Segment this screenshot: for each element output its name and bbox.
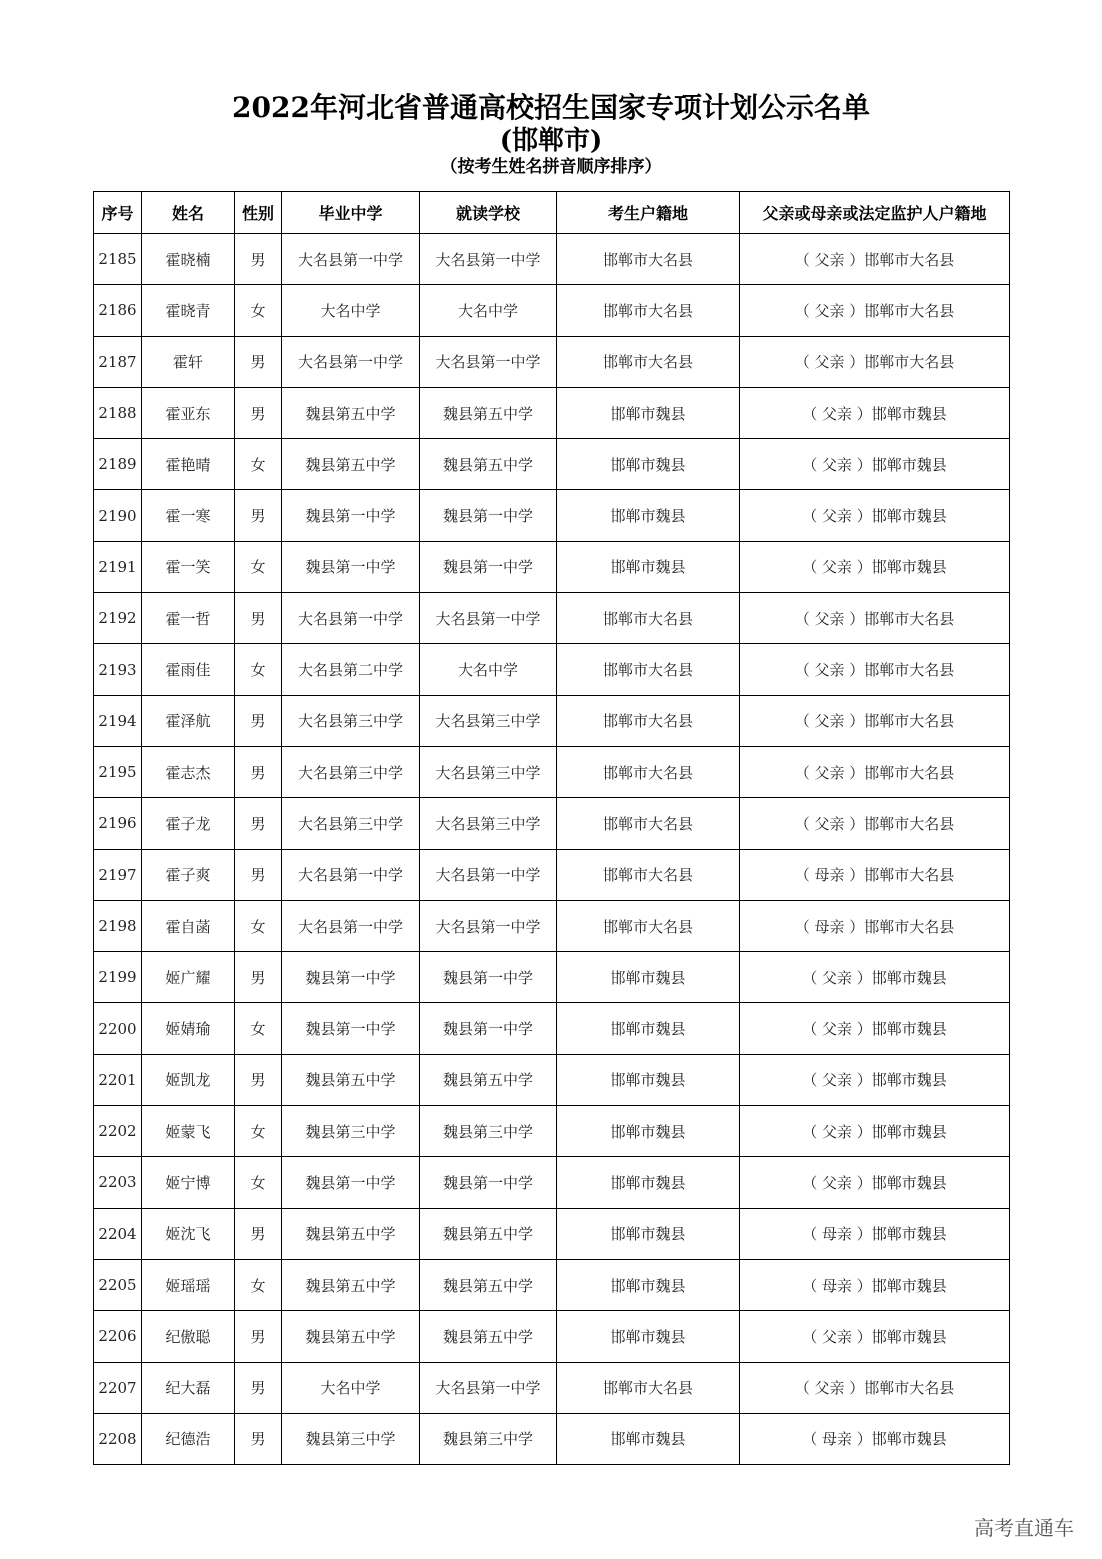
cell-current-school: 魏县第五中学	[420, 1054, 557, 1105]
cell-guardian-registration: （ 父亲 ）邯郸市大名县	[740, 798, 1010, 849]
col-header-index: 序号	[94, 192, 142, 234]
cell-graduated-school: 魏县第一中学	[282, 952, 420, 1003]
cell-current-school: 魏县第五中学	[420, 1208, 557, 1259]
cell-graduated-school: 魏县第五中学	[282, 1259, 420, 1310]
cell-current-school: 魏县第五中学	[420, 1311, 557, 1362]
cell-name: 姬婧瑜	[142, 1003, 235, 1054]
table-row	[94, 490, 1010, 541]
cell-guardian-registration: （ 母亲 ）邯郸市大名县	[740, 849, 1010, 900]
cell-graduated-school: 大名县第三中学	[282, 798, 420, 849]
cell-graduated-school: 魏县第五中学	[282, 387, 420, 438]
cell-household-registration: 邯郸市大名县	[557, 234, 740, 285]
cell-name: 霍一笑	[142, 541, 235, 592]
cell-name: 霍艳晴	[142, 439, 235, 490]
col-header-current-school: 就读学校	[420, 192, 557, 234]
cell-name: 霍轩	[142, 336, 235, 387]
cell-household-registration: 邯郸市魏县	[557, 1157, 740, 1208]
cell-graduated-school: 大名县第一中学	[282, 336, 420, 387]
cell-index: 2196	[94, 798, 142, 849]
cell-guardian-registration: （ 父亲 ）邯郸市大名县	[740, 695, 1010, 746]
cell-index: 2191	[94, 541, 142, 592]
cell-gender: 男	[235, 746, 282, 797]
cell-gender: 女	[235, 541, 282, 592]
col-header-guardian-registration: 父亲或母亲或法定监护人户籍地	[740, 192, 1010, 234]
cell-graduated-school: 魏县第一中学	[282, 490, 420, 541]
table-row	[94, 336, 1010, 387]
cell-graduated-school: 魏县第三中学	[282, 1413, 420, 1464]
cell-guardian-registration: （ 父亲 ）邯郸市大名县	[740, 593, 1010, 644]
cell-index: 2198	[94, 900, 142, 951]
cell-household-registration: 邯郸市大名县	[557, 798, 740, 849]
cell-guardian-registration: （ 父亲 ）邯郸市大名县	[740, 336, 1010, 387]
cell-gender: 男	[235, 1208, 282, 1259]
table-row	[94, 1003, 1010, 1054]
cell-graduated-school: 魏县第一中学	[282, 1003, 420, 1054]
cell-gender: 女	[235, 1003, 282, 1054]
cell-name: 霍泽航	[142, 695, 235, 746]
cell-guardian-registration: （ 母亲 ）邯郸市大名县	[740, 900, 1010, 951]
cell-name: 纪德浩	[142, 1413, 235, 1464]
table-row	[94, 593, 1010, 644]
cell-current-school: 魏县第五中学	[420, 1259, 557, 1310]
cell-graduated-school: 大名县第二中学	[282, 644, 420, 695]
cell-current-school: 大名县第三中学	[420, 798, 557, 849]
cell-gender: 女	[235, 1157, 282, 1208]
cell-current-school: 大名县第三中学	[420, 695, 557, 746]
cell-name: 霍志杰	[142, 746, 235, 797]
cell-household-registration: 邯郸市大名县	[557, 695, 740, 746]
page-subtitle-city: (邯郸市)	[499, 126, 603, 156]
cell-name: 姬广耀	[142, 952, 235, 1003]
cell-current-school: 大名县第一中学	[420, 593, 557, 644]
cell-guardian-registration: （ 父亲 ）邯郸市大名县	[740, 644, 1010, 695]
cell-gender: 男	[235, 695, 282, 746]
cell-household-registration: 邯郸市魏县	[557, 1311, 740, 1362]
cell-name: 姬凯龙	[142, 1054, 235, 1105]
cell-gender: 男	[235, 593, 282, 644]
cell-household-registration: 邯郸市大名县	[557, 1362, 740, 1413]
cell-graduated-school: 大名县第三中学	[282, 695, 420, 746]
table-row	[94, 695, 1010, 746]
cell-index: 2200	[94, 1003, 142, 1054]
cell-gender: 男	[235, 798, 282, 849]
cell-current-school: 大名县第一中学	[420, 849, 557, 900]
cell-current-school: 魏县第五中学	[420, 439, 557, 490]
cell-index: 2206	[94, 1311, 142, 1362]
cell-current-school: 魏县第五中学	[420, 387, 557, 438]
cell-guardian-registration: （ 父亲 ）邯郸市魏县	[740, 439, 1010, 490]
cell-name: 霍晓青	[142, 285, 235, 336]
table-row	[94, 952, 1010, 1003]
cell-current-school: 魏县第一中学	[420, 1157, 557, 1208]
cell-graduated-school: 大名县第一中学	[282, 849, 420, 900]
cell-guardian-registration: （ 父亲 ）邯郸市魏县	[740, 1003, 1010, 1054]
cell-current-school: 大名县第一中学	[420, 1362, 557, 1413]
cell-household-registration: 邯郸市魏县	[557, 1054, 740, 1105]
cell-guardian-registration: （ 父亲 ）邯郸市魏县	[740, 541, 1010, 592]
cell-index: 2186	[94, 285, 142, 336]
table-row	[94, 234, 1010, 285]
cell-current-school: 大名县第一中学	[420, 900, 557, 951]
cell-guardian-registration: （ 父亲 ）邯郸市大名县	[740, 285, 1010, 336]
cell-current-school: 魏县第一中学	[420, 952, 557, 1003]
cell-graduated-school: 魏县第五中学	[282, 1311, 420, 1362]
cell-graduated-school: 大名县第一中学	[282, 234, 420, 285]
col-header-name: 姓名	[142, 192, 235, 234]
table-row	[94, 900, 1010, 951]
cell-name: 姬宁博	[142, 1157, 235, 1208]
cell-gender: 女	[235, 900, 282, 951]
cell-graduated-school: 魏县第一中学	[282, 1157, 420, 1208]
cell-index: 2187	[94, 336, 142, 387]
cell-index: 2197	[94, 849, 142, 900]
cell-index: 2199	[94, 952, 142, 1003]
col-header-graduated-school: 毕业中学	[282, 192, 420, 234]
cell-guardian-registration: （ 父亲 ）邯郸市大名县	[740, 234, 1010, 285]
cell-household-registration: 邯郸市魏县	[557, 1259, 740, 1310]
cell-index: 2193	[94, 644, 142, 695]
cell-graduated-school: 大名县第一中学	[282, 900, 420, 951]
cell-household-registration: 邯郸市大名县	[557, 746, 740, 797]
cell-index: 2189	[94, 439, 142, 490]
cell-household-registration: 邯郸市魏县	[557, 439, 740, 490]
cell-guardian-registration: （ 母亲 ）邯郸市魏县	[740, 1413, 1010, 1464]
cell-gender: 女	[235, 1106, 282, 1157]
cell-name: 姬瑶瑶	[142, 1259, 235, 1310]
cell-index: 2202	[94, 1106, 142, 1157]
table-row	[94, 1208, 1010, 1259]
cell-guardian-registration: （ 父亲 ）邯郸市魏县	[740, 387, 1010, 438]
cell-guardian-registration: （ 父亲 ）邯郸市魏县	[740, 1157, 1010, 1208]
cell-gender: 男	[235, 1362, 282, 1413]
table-row	[94, 1157, 1010, 1208]
cell-graduated-school: 大名中学	[282, 285, 420, 336]
cell-graduated-school: 魏县第一中学	[282, 541, 420, 592]
cell-current-school: 大名县第三中学	[420, 746, 557, 797]
cell-graduated-school: 魏县第五中学	[282, 439, 420, 490]
col-header-household-registration: 考生户籍地	[557, 192, 740, 234]
cell-name: 纪傲聪	[142, 1311, 235, 1362]
cell-current-school: 大名中学	[420, 644, 557, 695]
cell-index: 2208	[94, 1413, 142, 1464]
table-row	[94, 1259, 1010, 1310]
cell-current-school: 大名县第一中学	[420, 336, 557, 387]
cell-guardian-registration: （ 父亲 ）邯郸市魏县	[740, 490, 1010, 541]
cell-current-school: 魏县第一中学	[420, 1003, 557, 1054]
cell-household-registration: 邯郸市魏县	[557, 1208, 740, 1259]
table-row	[94, 439, 1010, 490]
cell-guardian-registration: （ 父亲 ）邯郸市魏县	[740, 1311, 1010, 1362]
table-row	[94, 1362, 1010, 1413]
cell-guardian-registration: （ 父亲 ）邯郸市魏县	[740, 952, 1010, 1003]
cell-household-registration: 邯郸市魏县	[557, 387, 740, 438]
table-header-row	[94, 192, 1010, 234]
cell-name: 霍一哲	[142, 593, 235, 644]
col-header-gender: 性别	[235, 192, 282, 234]
cell-guardian-registration: （ 母亲 ）邯郸市魏县	[740, 1259, 1010, 1310]
cell-gender: 男	[235, 336, 282, 387]
table-body	[94, 234, 1010, 1465]
cell-index: 2185	[94, 234, 142, 285]
cell-gender: 女	[235, 285, 282, 336]
cell-graduated-school: 魏县第五中学	[282, 1054, 420, 1105]
cell-name: 霍雨佳	[142, 644, 235, 695]
cell-household-registration: 邯郸市魏县	[557, 490, 740, 541]
table-row	[94, 849, 1010, 900]
cell-graduated-school: 大名县第一中学	[282, 593, 420, 644]
cell-gender: 女	[235, 439, 282, 490]
cell-household-registration: 邯郸市大名县	[557, 900, 740, 951]
cell-name: 纪大磊	[142, 1362, 235, 1413]
table-row	[94, 1054, 1010, 1105]
table-row	[94, 746, 1010, 797]
cell-index: 2205	[94, 1259, 142, 1310]
cell-index: 2201	[94, 1054, 142, 1105]
cell-name: 霍一寒	[142, 490, 235, 541]
cell-household-registration: 邯郸市魏县	[557, 952, 740, 1003]
cell-household-registration: 邯郸市魏县	[557, 541, 740, 592]
cell-index: 2207	[94, 1362, 142, 1413]
cell-name: 姬沈飞	[142, 1208, 235, 1259]
sort-note: （按考生姓名拼音顺序排序）	[440, 157, 662, 177]
cell-name: 霍亚东	[142, 387, 235, 438]
cell-household-registration: 邯郸市魏县	[557, 1413, 740, 1464]
cell-gender: 女	[235, 644, 282, 695]
table-row	[94, 644, 1010, 695]
cell-gender: 男	[235, 234, 282, 285]
cell-index: 2190	[94, 490, 142, 541]
table-row	[94, 798, 1010, 849]
cell-gender: 女	[235, 1259, 282, 1310]
watermark-text: 高考直通车	[974, 1516, 1074, 1540]
cell-guardian-registration: （ 父亲 ）邯郸市魏县	[740, 1106, 1010, 1157]
cell-current-school: 魏县第一中学	[420, 490, 557, 541]
cell-current-school: 魏县第一中学	[420, 541, 557, 592]
cell-household-registration: 邯郸市大名县	[557, 849, 740, 900]
cell-index: 2195	[94, 746, 142, 797]
cell-household-registration: 邯郸市魏县	[557, 1106, 740, 1157]
cell-index: 2204	[94, 1208, 142, 1259]
cell-name: 霍子爽	[142, 849, 235, 900]
cell-current-school: 大名县第一中学	[420, 234, 557, 285]
cell-household-registration: 邯郸市大名县	[557, 593, 740, 644]
cell-household-registration: 邯郸市魏县	[557, 1003, 740, 1054]
cell-current-school: 魏县第三中学	[420, 1106, 557, 1157]
cell-guardian-registration: （ 父亲 ）邯郸市大名县	[740, 746, 1010, 797]
cell-gender: 男	[235, 1054, 282, 1105]
cell-graduated-school: 魏县第三中学	[282, 1106, 420, 1157]
cell-household-registration: 邯郸市大名县	[557, 285, 740, 336]
cell-gender: 男	[235, 849, 282, 900]
table-row	[94, 1413, 1010, 1464]
cell-gender: 男	[235, 1311, 282, 1362]
roster-table	[93, 191, 1010, 1465]
cell-gender: 男	[235, 1413, 282, 1464]
cell-index: 2192	[94, 593, 142, 644]
cell-gender: 男	[235, 387, 282, 438]
table-row	[94, 387, 1010, 438]
cell-name: 霍子龙	[142, 798, 235, 849]
cell-graduated-school: 魏县第五中学	[282, 1208, 420, 1259]
cell-graduated-school: 大名中学	[282, 1362, 420, 1413]
cell-name: 霍自菡	[142, 900, 235, 951]
cell-name: 霍晓楠	[142, 234, 235, 285]
cell-current-school: 魏县第三中学	[420, 1413, 557, 1464]
cell-index: 2194	[94, 695, 142, 746]
cell-gender: 男	[235, 490, 282, 541]
table-row	[94, 541, 1010, 592]
table-row	[94, 285, 1010, 336]
cell-household-registration: 邯郸市大名县	[557, 336, 740, 387]
cell-name: 姬蒙飞	[142, 1106, 235, 1157]
table-row	[94, 1106, 1010, 1157]
table-row	[94, 1311, 1010, 1362]
cell-gender: 男	[235, 952, 282, 1003]
cell-index: 2188	[94, 387, 142, 438]
cell-index: 2203	[94, 1157, 142, 1208]
cell-guardian-registration: （ 母亲 ）邯郸市魏县	[740, 1208, 1010, 1259]
cell-guardian-registration: （ 父亲 ）邯郸市大名县	[740, 1362, 1010, 1413]
page-title: 2022年河北省普通高校招生国家专项计划公示名单	[232, 91, 870, 124]
cell-guardian-registration: （ 父亲 ）邯郸市魏县	[740, 1054, 1010, 1105]
cell-household-registration: 邯郸市大名县	[557, 644, 740, 695]
cell-current-school: 大名中学	[420, 285, 557, 336]
cell-graduated-school: 大名县第三中学	[282, 746, 420, 797]
